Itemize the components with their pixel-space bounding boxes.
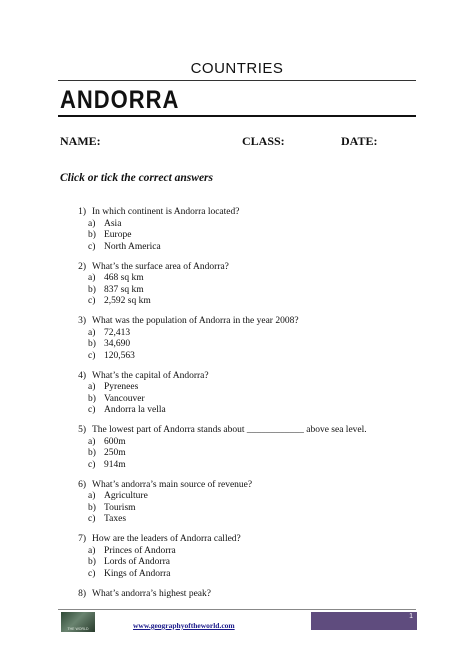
footer-divider xyxy=(58,609,416,610)
option-text: Tourism xyxy=(104,502,136,513)
question-text: What’s andorra’s highest peak? xyxy=(92,588,211,599)
answer-options xyxy=(88,491,430,526)
option-letter: a) xyxy=(88,218,96,229)
question-number: 8) xyxy=(78,588,86,599)
option-text: Andorra la vella xyxy=(104,405,166,415)
question-item xyxy=(70,371,430,426)
question-text: In which continent is Andorra located? xyxy=(92,207,240,217)
answer-option[interactable] xyxy=(88,491,430,503)
option-text: Kings of Andorra xyxy=(104,568,171,579)
question-number: 5) xyxy=(78,425,86,435)
option-letter: a) xyxy=(88,327,96,338)
question-item xyxy=(70,207,430,262)
question-item xyxy=(70,316,430,371)
option-text: Asia xyxy=(104,218,122,229)
option-text: North America xyxy=(104,241,161,252)
question-line xyxy=(70,371,430,383)
question-line xyxy=(70,425,430,437)
question-text: What was the population of Andorra in the year 2008? xyxy=(92,316,299,326)
question-line xyxy=(70,316,430,328)
question-text: What’s the capital of Andorra? xyxy=(92,370,209,381)
option-text: 2,592 sq km xyxy=(104,296,151,306)
option-letter: a) xyxy=(88,436,96,447)
answer-option[interactable] xyxy=(88,557,430,569)
answer-option[interactable] xyxy=(88,230,430,242)
answer-option[interactable] xyxy=(88,382,430,394)
question-line xyxy=(70,262,430,274)
option-letter: a) xyxy=(88,273,96,283)
question-text: What’s andorra’s main source of revenue? xyxy=(92,479,253,490)
option-letter: c) xyxy=(88,459,96,470)
title-divider xyxy=(58,115,416,117)
answer-option[interactable] xyxy=(88,405,430,417)
answer-option[interactable] xyxy=(88,296,430,308)
option-text: 914m xyxy=(104,459,126,470)
page-number-box xyxy=(311,612,417,630)
option-text: Taxes xyxy=(104,514,127,524)
question-number: 7) xyxy=(78,534,86,544)
logo-text: THE WORLD xyxy=(67,627,89,631)
answer-option[interactable] xyxy=(88,351,430,363)
answer-options xyxy=(88,546,430,581)
option-text: Lords of Andorra xyxy=(104,557,170,567)
option-letter: b) xyxy=(88,448,96,458)
answer-option[interactable] xyxy=(88,242,430,254)
website-link[interactable]: www.geographyoftheworld.com xyxy=(133,621,235,630)
answer-options xyxy=(88,273,430,308)
globe-logo-icon xyxy=(61,612,95,632)
option-letter: c) xyxy=(88,405,96,415)
option-text: 600m xyxy=(104,436,126,447)
option-text: 250m xyxy=(104,448,126,458)
option-text: Pyrenees xyxy=(104,382,139,392)
option-letter: b) xyxy=(88,393,96,404)
option-letter: b) xyxy=(88,284,96,295)
option-letter: a) xyxy=(88,545,96,556)
answer-option[interactable] xyxy=(88,437,430,449)
question-text: What’s the surface area of Andorra? xyxy=(92,261,229,272)
country-title: ANDORRA xyxy=(60,85,180,114)
option-letter: c) xyxy=(88,296,96,306)
option-letter: b) xyxy=(88,339,96,349)
question-line xyxy=(70,480,430,492)
option-text: Europe xyxy=(104,230,132,240)
option-text: 120,563 xyxy=(104,350,135,361)
question-text: The lowest part of Andorra stands about ____________ above sea level. xyxy=(92,425,367,435)
option-letter: b) xyxy=(88,557,96,567)
date-field-label: DATE: xyxy=(341,134,378,148)
name-field-label: NAME: xyxy=(60,134,101,148)
option-text: 72,413 xyxy=(104,327,131,338)
question-item xyxy=(70,262,430,317)
option-letter: b) xyxy=(88,502,96,513)
option-letter: c) xyxy=(88,241,96,252)
option-letter: c) xyxy=(88,568,96,579)
question-item xyxy=(70,480,430,535)
question-list xyxy=(70,207,430,643)
page-number: 1 xyxy=(409,613,413,620)
header-divider xyxy=(58,80,416,81)
question-number: 3) xyxy=(78,316,86,326)
answer-option[interactable] xyxy=(88,273,430,285)
option-text: 34,690 xyxy=(104,339,131,349)
answer-option[interactable] xyxy=(88,394,430,406)
answer-option[interactable] xyxy=(88,514,430,526)
answer-option[interactable] xyxy=(88,503,430,515)
answer-option[interactable] xyxy=(88,285,430,297)
answer-options xyxy=(88,219,430,254)
option-text: 837 sq km xyxy=(104,284,144,295)
question-line xyxy=(70,207,430,219)
question-number: 4) xyxy=(78,370,86,381)
question-number: 2) xyxy=(78,261,86,272)
header-title: COUNTRIES xyxy=(190,60,284,77)
option-letter: b) xyxy=(88,230,96,240)
answer-options xyxy=(88,382,430,417)
question-number: 1) xyxy=(78,207,86,217)
option-text: 468 sq km xyxy=(104,273,144,283)
question-line xyxy=(70,534,430,546)
option-letter: a) xyxy=(88,491,96,501)
question-number: 6) xyxy=(78,479,86,490)
answer-option[interactable] xyxy=(88,546,430,558)
answer-options xyxy=(88,328,430,363)
answer-option[interactable] xyxy=(88,460,430,472)
class-field-label: CLASS: xyxy=(242,134,285,148)
answer-option[interactable] xyxy=(88,219,430,231)
option-text: Princes of Andorra xyxy=(104,545,176,556)
answer-options xyxy=(88,437,430,472)
option-text: Vancouver xyxy=(104,393,145,404)
option-letter: c) xyxy=(88,350,96,361)
answer-option[interactable] xyxy=(88,328,430,340)
answer-option[interactable] xyxy=(88,569,430,581)
question-line xyxy=(70,589,430,601)
instruction-text: Click or tick the correct answers xyxy=(60,172,214,184)
answer-option[interactable] xyxy=(88,448,430,460)
question-item xyxy=(70,425,430,480)
question-text: How are the leaders of Andorra called? xyxy=(92,534,241,544)
option-letter: a) xyxy=(88,382,96,392)
option-letter: c) xyxy=(88,514,96,524)
answer-option[interactable] xyxy=(88,339,430,351)
question-item xyxy=(70,534,430,589)
option-text: Agriculture xyxy=(104,491,148,501)
